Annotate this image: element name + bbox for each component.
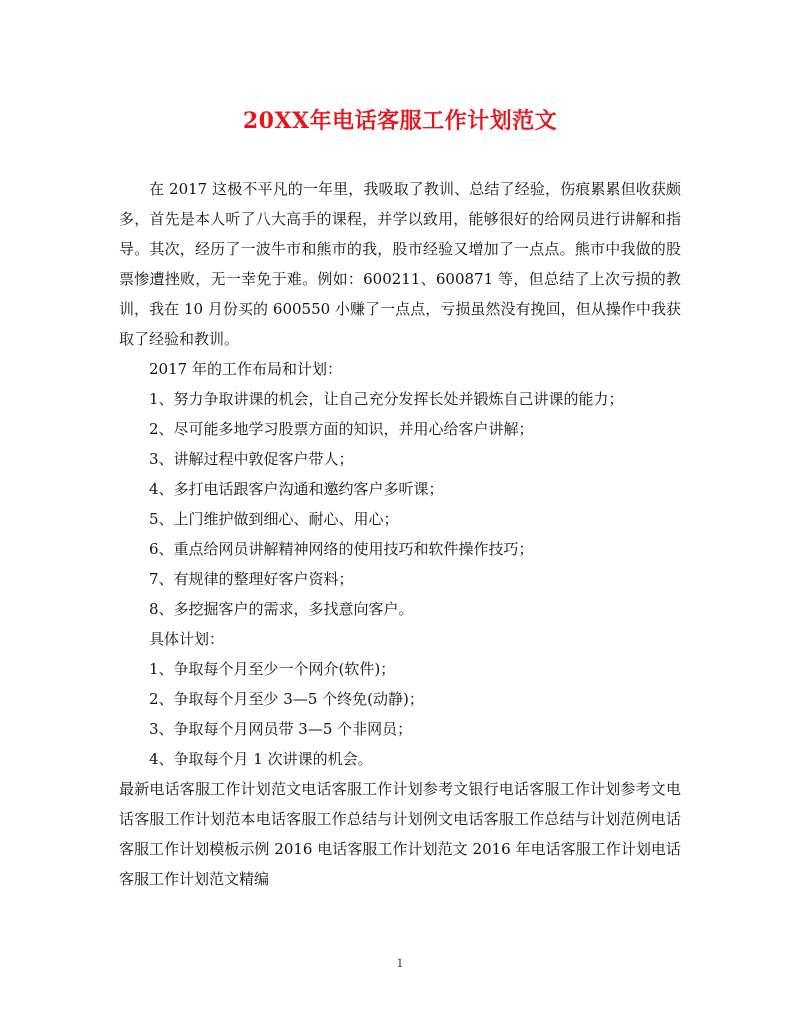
plan-item: 3、讲解过程中敦促客户带人；	[149, 450, 354, 468]
plan-item: 7、有规律的整理好客户资料；	[149, 570, 354, 588]
specific-plan-item: 4、争取每个月 1 次讲课的机会。	[149, 750, 373, 768]
intro-paragraph: 在 2017 这极不平凡的一年里，我吸取了教训、总结了经验，伤痕累累但收获颇多，首先是本人听了八大高手的课程，并学以致用，能够很好的给网员进行讲解和指导。其次，经历了一波牛市和熊市的我，股市经验又增加了一点点。熊市中我做的股票惨遭挫败，无一幸免于难。例如：600211、600871 等，但总结了上次亏损的教训，我在 10 月份买的 600550 小赚了一点点，亏损虽然没有挽回，但从操作中我获取了经验和教训。	[119, 180, 681, 348]
plan-heading: 2017 年的工作布局和计划：	[149, 360, 342, 378]
page-number: 1	[396, 957, 404, 970]
document-title: 20XX年电话客服工作计划范文	[242, 108, 558, 134]
plan-item: 2、尽可能多地学习股票方面的知识，并用心给客户讲解；	[149, 420, 534, 438]
plan-item: 6、重点给网员讲解精神网络的使用技巧和软件操作技巧；	[149, 540, 534, 558]
specific-plan-item: 2、争取每个月至少 3—5 个终免(动静)；	[149, 690, 424, 708]
plan-item: 5、上门维护做到细心、耐心、用心；	[149, 510, 399, 528]
document-body	[119, 174, 681, 894]
specific-plan-item: 1、争取每个月至少一个网介(软件)；	[149, 660, 396, 678]
related-articles-text: 最新电话客服工作计划范文电话客服工作计划参考文银行电话客服工作计划参考文电话客服工作计划范本电话客服工作总结与计划例文电话客服工作总结与计划范例电话客服工作计划模板示例 2016 电话客服工作计划范文 2016 年电话客服工作计划电话客服工作计划范文精编	[119, 780, 681, 888]
plan-item: 8、多挖掘客户的需求，多找意向客户。	[149, 600, 414, 618]
specific-plan-item: 3、争取每个月网员带 3—5 个非网员；	[149, 720, 413, 738]
plan-item: 4、多打电话跟客户沟通和邀约客户多听课；	[149, 480, 444, 498]
specific-plan-heading: 具体计划：	[149, 630, 225, 648]
plan-item: 1、努力争取讲课的机会，让自己充分发挥长处并锻炼自己讲课的能力；	[149, 390, 624, 408]
